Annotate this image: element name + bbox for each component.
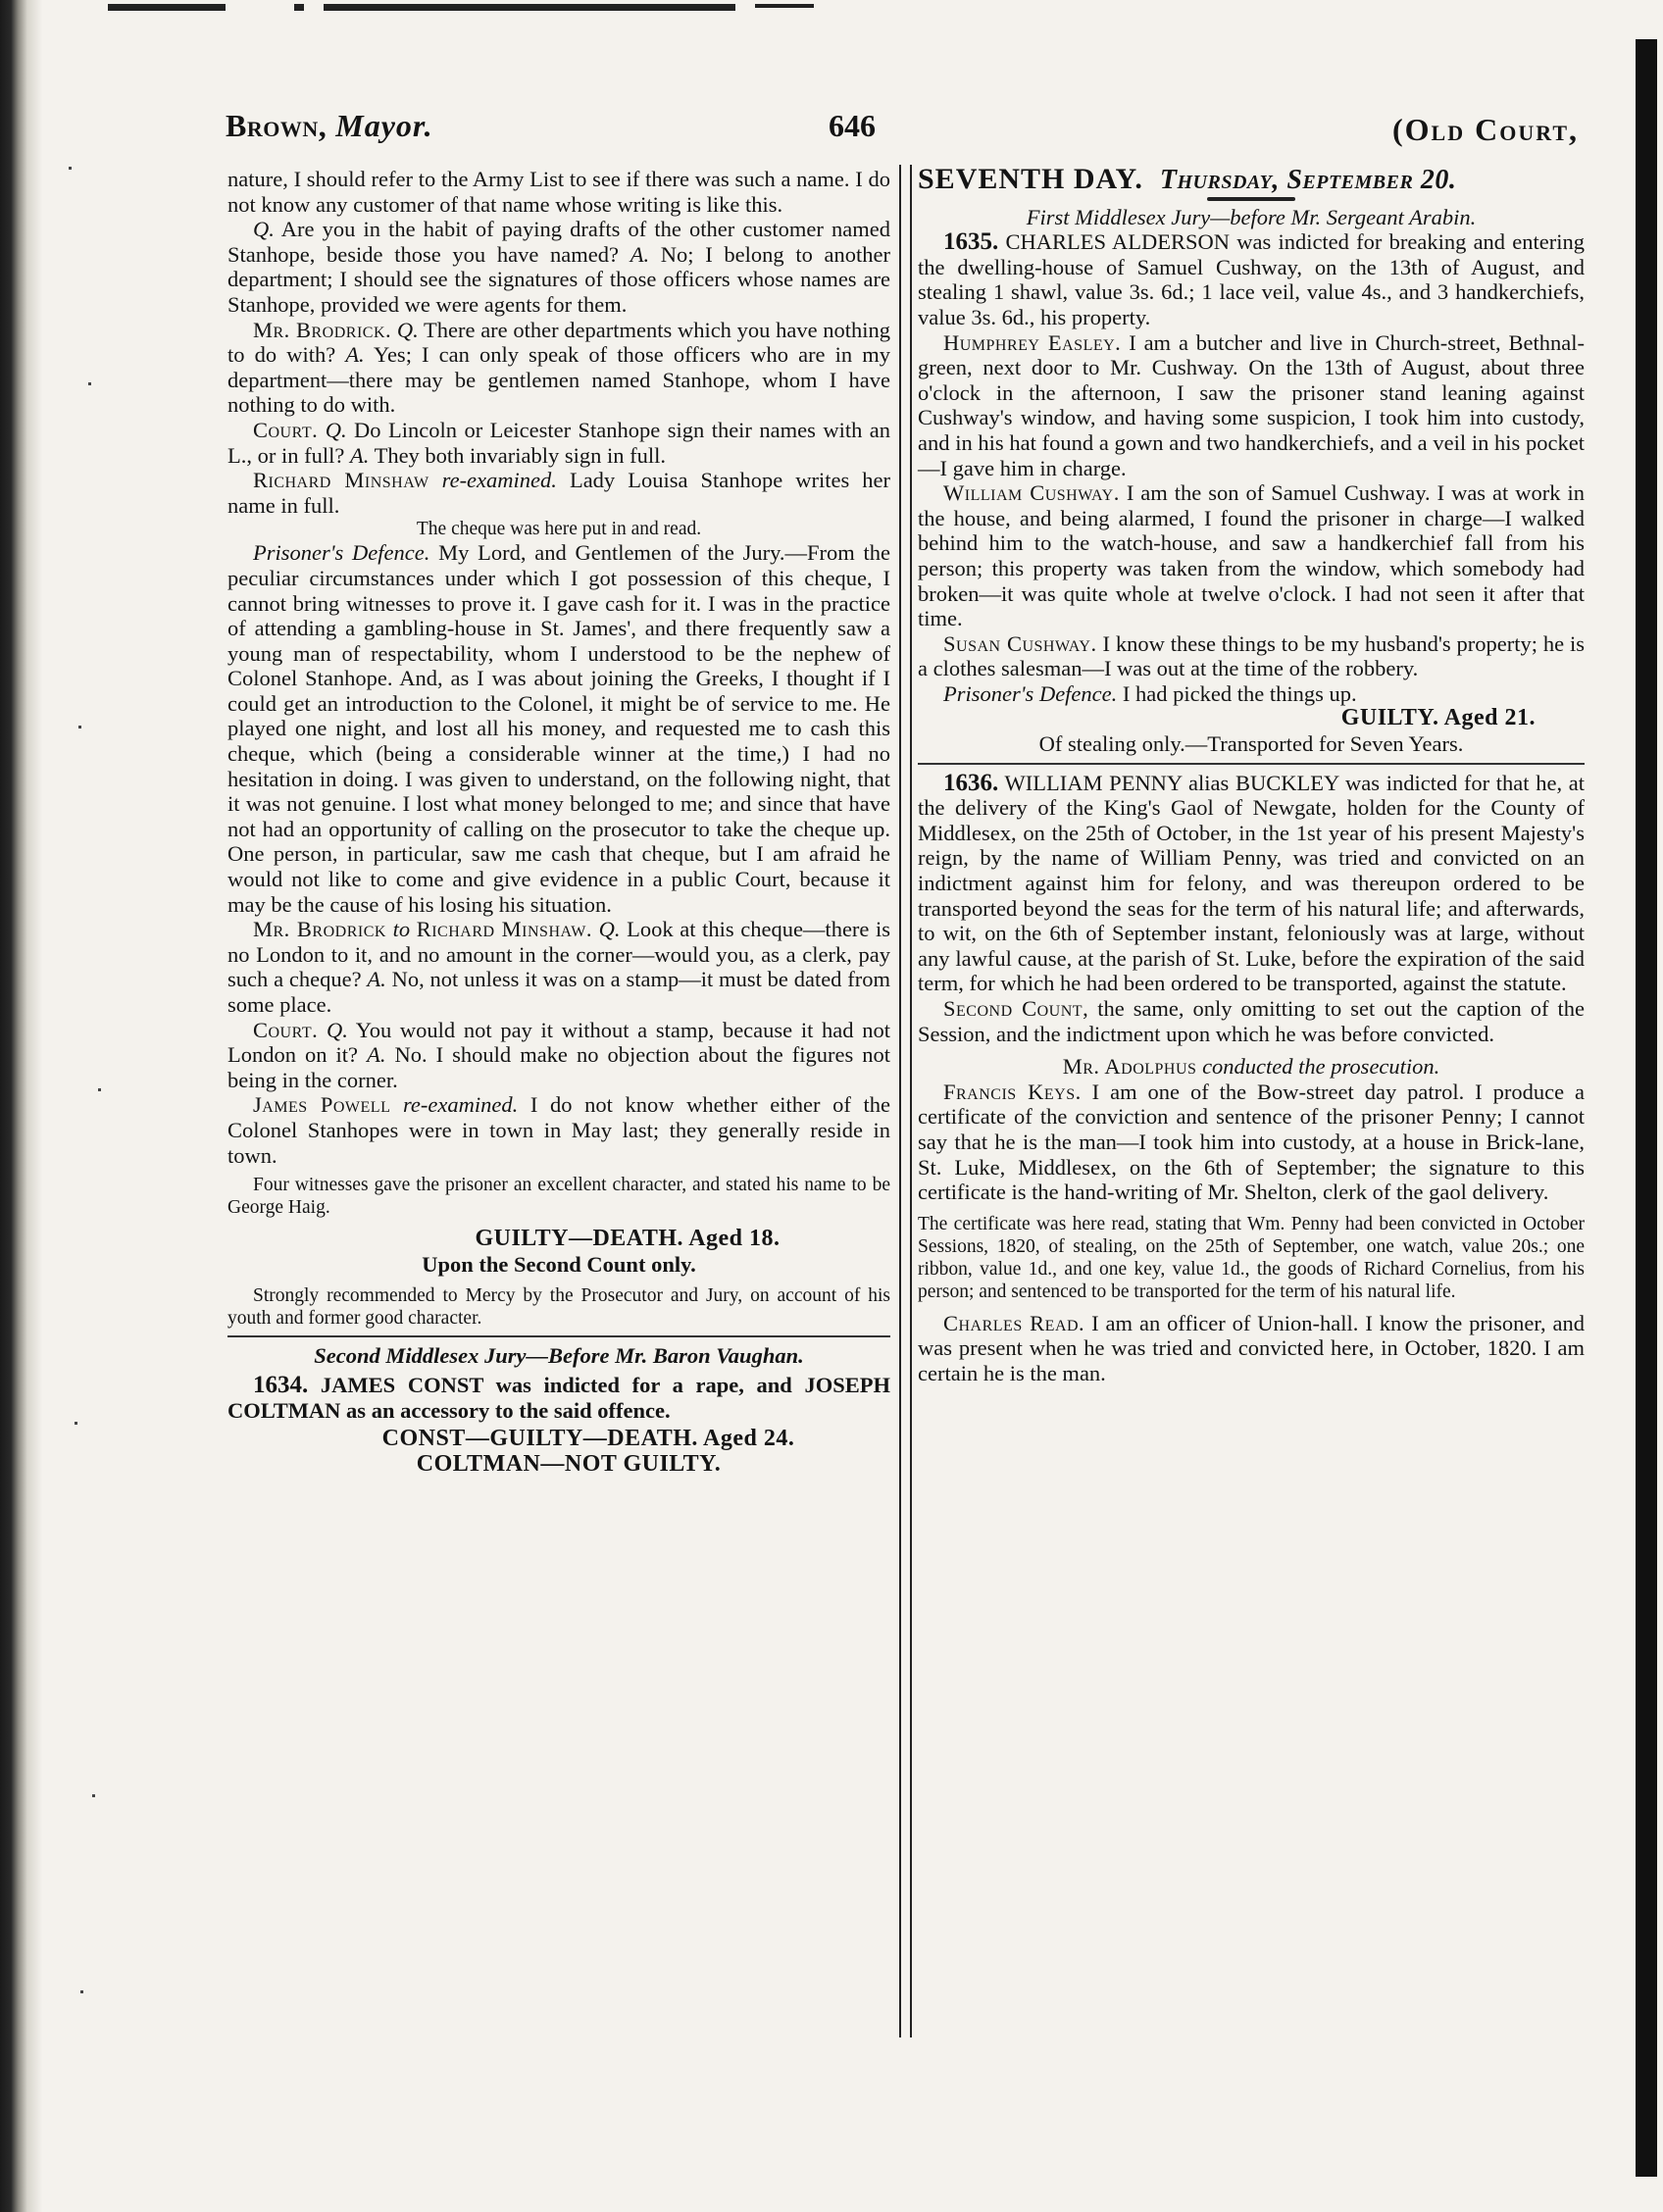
paragraph: Prisoner's Defence. My Lord, and Gentlemen of the Jury.—From the peculiar circumstances under which I got possession of this cheque, I cannot bring witnesses to prove it. I gave cash for it. I was in the practice of attending a gambling-house in St. James', and there frequently saw a young man of respectability, whom I understood to be the nephew of Colonel Stanhope. And, as I was about joining the Greeks, I thought if I could get an introduction to the Colonel, it might be of service to me. He played one night, and lost all his money, and requested me to cash this cheque, which (being a considerable winner at the time,) I had no hesitation in doing. I was given to understand, on the following night, that it was not genuine. I lost what money belonged to me; and since that have not had an opportunity of calling on the prosecutor to take the cheque up. One person, in particular, saw me cash that cheque, but I am afraid he would not like to come and give evidence in a public Court, because it may be the cause of his losing his situation. xyxy=(227,540,891,917)
running-head-left: Brown, Mayor. xyxy=(226,108,433,143)
verdict-note: Of stealing only.—Transported for Seven Years. xyxy=(1038,731,1464,757)
page-header xyxy=(226,108,1579,157)
case-entry: 1634. JAMES CONST was indicted for a rape, and JOSEPH COLTMAN as an accessory to the said offence. xyxy=(227,1371,890,1423)
paragraph: nature, I should refer to the Army List to see if there was such a name. I do not know any customer of that name whose writing is like this. xyxy=(227,167,890,217)
paragraph: Second Count, the same, only omitting to set out the caption of the Session, and the indictment upon which he was before convicted. xyxy=(918,996,1585,1046)
paragraph: Francis Keys. I am one of the Bow-street day patrol. I produce a certificate of the conviction and sentence of the prisoner Penny; I cannot say that he is the man—I took him into custody, at a house in Brick-lane, St. Luke, Middlesex, on the 6th of September; the signature to this certificate is the hand-writing of Mr. Shelton, clerk of the gaol delivery. xyxy=(918,1079,1585,1205)
verdict-note: Upon the Second Count only. xyxy=(422,1251,696,1277)
section-rule xyxy=(918,763,1585,765)
case-entry: 1635. CHARLES ALDERSON was indicted for breaking and entering the dwelling-house of Samuel Cushway, on the 13th of August, and stealing 1 shawl, value 3s. 6d.; 1 lace veil, value 4s., and 3 handkerchiefs, value 3s. 6d., his property. xyxy=(918,228,1585,329)
scan-edge-bar xyxy=(1636,39,1657,2177)
verdict: CONST—GUILTY—DEATH. Aged 24. xyxy=(381,1426,795,1452)
day-heading: SEVENTH DAY. Thursday, September 20. xyxy=(918,163,1457,195)
case-entry: 1636. WILLIAM PENNY alias BUCKLEY was indicted for that he, at the delivery of the King's Gaol of Newgate, holden for the County of Middlesex, on the 25th of October, in the 1st year of his present Majesty's reign, by the name of William Penny, was tried and convicted on an indictment against him for felony, and was thereupon ordered to be transported beyond the seas for the term of his natural life; and afterwards, to wit, on the 6th of September instant, feloniously was at large, without any lawful cause, at the parish of St. Luke, before the expiration of the said term, for which he had been ordered to be transported, against the statute. xyxy=(918,769,1585,996)
verdict: GUILTY. Aged 21. xyxy=(1340,705,1536,731)
page-number: 646 xyxy=(829,108,876,143)
top-print-marks xyxy=(108,4,814,14)
verdict: GUILTY—DEATH. Aged 18. xyxy=(475,1226,781,1252)
paragraph: Q. Are you in the habit of paying drafts of the other customer named Stanhope, beside those you have named? A. No; I belong to another department; I should see the signatures of those officers whose names are Stanhope, provided we were agents for them. xyxy=(227,217,891,317)
book-binding-edge xyxy=(0,0,61,2212)
running-head-right: (Old Court, xyxy=(1391,112,1579,147)
jury-heading: Second Middlesex Jury—Before Mr. Baron Vaughan. xyxy=(314,1343,804,1369)
section-rule xyxy=(227,1335,890,1337)
paragraph: Prisoner's Defence. I had picked the things up. xyxy=(943,680,1357,706)
paragraph: Susan Cushway. I know these things to be my husband's property; he is a clothes salesman—I was out at the time of the robbery. xyxy=(918,630,1586,681)
paragraph: Court. Q. You would not pay it without a stamp, because it had not London on it? A. No. I should make no objection about the figures not being in the corner. xyxy=(227,1017,891,1092)
margin-specks xyxy=(69,127,157,2069)
paragraph: Humphrey Easley. I am a butcher and live in Church-street, Bethnal-green, next door to Mr. Cushway. On the 13th of August, about three o'clock in the afternoon, I saw the prisoner stand leaning against Cushway's window, and having some suspicion, I took him into custody, and in his hat found a gown and two handkerchiefs, and a veil in his pocket—I gave him in charge. xyxy=(918,329,1585,480)
procedural-note: The cheque was here put in and read. xyxy=(416,519,702,540)
procedural-note: Four witnesses gave the prisoner an excellent character, and stated his name to be George Haig. xyxy=(227,1175,890,1219)
counsel-note: Mr. Adolphus conducted the prosecution. xyxy=(1062,1054,1440,1080)
right-column xyxy=(918,163,1586,1386)
verdict: COLTMAN—NOT GUILTY. xyxy=(416,1450,722,1477)
procedural-note: The certificate was here read, stating that Wm. Penny had been convicted in October Sessions, 1820, of stealing, on the 25th of September, one watch, value 20s.; one ribbon, value 1d., and one key, value 1d., the goods of Richard Cornelius, from his person; and sentenced to be transported for the term of his natural life. xyxy=(918,1213,1585,1302)
column-divider xyxy=(899,165,912,2037)
paragraph: Charles Read. I am an officer of Union-hall. I know the prisoner, and was present when he was tried and convicted here, in October, 1820. I am certain he is the man. xyxy=(918,1310,1585,1385)
paragraph: Mr. Brodrick. Q. There are other departments which you have nothing to do with? A. Yes; I can only speak of those officers who are in my department—there may be gentlemen named Stanhope, whom I have nothing to do with. xyxy=(227,317,891,418)
jury-heading: First Middlesex Jury—before Mr. Sergeant Arabin. xyxy=(1026,204,1477,229)
paragraph: William Cushway. I am the son of Samuel Cushway. I was at work in the house, and being alarmed, I found the prisoner in charge—I walked behind him to the watch-house, and saw a handkerchief fall from his person; this property was taken from the window, which somebody had broken—it was quite whole at twelve o'clock. I had not seen it after that time. xyxy=(918,480,1586,631)
paragraph: Richard Minshaw re-examined. Lady Louisa Stanhope writes her name in full. xyxy=(227,468,891,518)
procedural-note: Strongly recommended to Mercy by the Prosecutor and Jury, on account of his youth and former good character. xyxy=(227,1285,890,1330)
ornament xyxy=(1207,197,1295,201)
left-column xyxy=(227,167,890,1477)
paragraph: Court. Q. Do Lincoln or Leicester Stanhope sign their names with an L., or in full? A. They both invariably sign in full. xyxy=(227,417,891,468)
paragraph: Mr. Brodrick to Richard Minshaw. Q. Look at this cheque—there is no London to it, and no amount in the corner—would you, as a clerk, pay such a cheque? A. No, not unless it was on a stamp—it must be dated from some place. xyxy=(227,917,891,1017)
paragraph: James Powell re-examined. I do not know whether either of the Colonel Stanhopes were in town in May last; they generally reside in town. xyxy=(227,1092,890,1168)
